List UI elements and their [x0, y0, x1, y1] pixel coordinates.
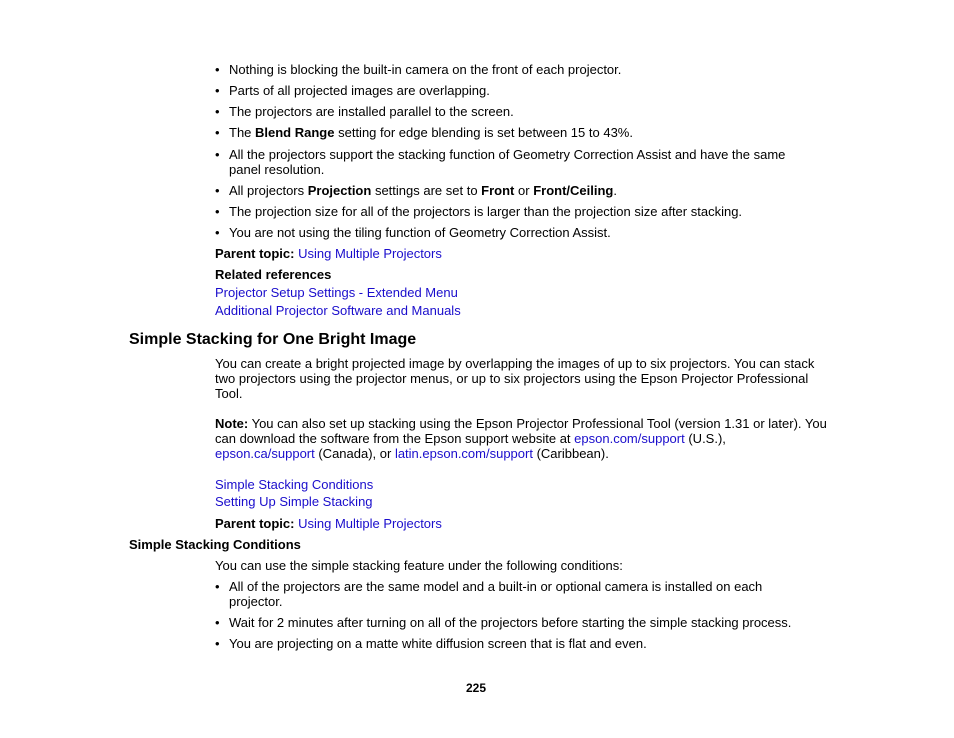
related-references-heading: Related references [215, 267, 332, 282]
link-simple-stacking-conditions[interactable]: Simple Stacking Conditions [215, 477, 374, 492]
parent-topic [215, 246, 442, 261]
bullet-icon: • [215, 579, 220, 594]
link-epson-us[interactable]: epson.com/support [574, 431, 685, 446]
list-item-text: The projection size for all of the projectors is larger than the projection size after stacking. [229, 204, 743, 219]
section-intro: You can create a bright projected image by overlapping the images of up to six projectors. You can stack two projectors using the projector menus, or up to six projectors using the Epson Projector Professional Tool. [215, 356, 815, 401]
setting-name: Blend Range [255, 125, 335, 140]
list-item [215, 615, 825, 636]
list-item [215, 225, 825, 246]
subsection-title: Simple Stacking Conditions [129, 537, 301, 552]
list-item [215, 204, 825, 225]
note-text: You can also set up stacking using the Epson Projector Professional Tool (version 1.31 or later). You can download the software from the Epson support website at [215, 416, 827, 446]
list-item [215, 636, 825, 657]
list-item-text: Wait for 2 minutes after turning on all of the projectors before starting the simple stacking process. [229, 615, 792, 630]
top-bullet-list [215, 62, 825, 246]
list-item [215, 83, 825, 104]
related-link-additional-software[interactable]: Additional Projector Software and Manuals [215, 303, 461, 318]
note-label: Note: [215, 416, 249, 431]
related-link-setup-settings[interactable]: Projector Setup Settings - Extended Menu [215, 285, 458, 300]
parent-topic-link[interactable]: Using Multiple Projectors [298, 246, 442, 261]
setting-value: Front [481, 183, 515, 198]
bullet-icon: • [215, 83, 220, 98]
bullet-icon: • [215, 125, 220, 140]
subsection-intro: You can use the simple stacking feature under the following conditions: [215, 558, 623, 573]
bullet-icon: • [215, 104, 220, 119]
bottom-bullet-list [215, 579, 825, 657]
section-title: Simple Stacking for One Bright Image [129, 331, 417, 348]
bullet-icon: • [215, 147, 220, 162]
list-item-text: You are projecting on a matte white diffusion screen that is flat and even. [229, 636, 647, 651]
link-epson-canada[interactable]: epson.ca/support [215, 446, 315, 461]
parent-topic [215, 516, 442, 531]
link-epson-latin[interactable]: latin.epson.com/support [394, 446, 533, 461]
text-run: The [229, 125, 256, 140]
list-item [215, 62, 825, 83]
list-item-text [229, 125, 825, 140]
parent-topic-link[interactable]: Using Multiple Projectors [298, 516, 442, 531]
text-run: All projectors [229, 183, 308, 198]
list-item-text [229, 183, 825, 198]
parent-topic-label: Parent topic: [215, 246, 295, 261]
setting-name: Projection [307, 183, 372, 198]
list-item-text: Nothing is blocking the built-in camera on the front of each projector. [229, 62, 622, 77]
bullet-icon: • [215, 183, 220, 198]
setting-value: Front/Ceiling [533, 183, 614, 198]
text-run: setting for edge blending is set between 15 to 43%. [334, 125, 633, 140]
list-item [215, 104, 825, 125]
list-item-text: All the projectors support the stacking function of Geometry Correction Assist and have the same panel resolution. [229, 147, 786, 177]
note-text: (Canada), or [314, 446, 395, 461]
bullet-icon: • [215, 204, 220, 219]
list-item-text: Parts of all projected images are overlapping. [229, 83, 490, 98]
list-item [215, 125, 825, 147]
list-item-text: All of the projectors are the same model and a built-in or optional camera is installed on each projector. [229, 579, 763, 609]
list-item [215, 579, 825, 615]
link-setting-up-simple-stacking[interactable]: Setting Up Simple Stacking [215, 494, 373, 509]
note-text: (U.S.), [684, 431, 726, 446]
list-item [215, 147, 825, 183]
bullet-icon: • [215, 62, 220, 77]
list-item-text: You are not using the tiling function of Geometry Correction Assist. [229, 225, 611, 240]
text-run: settings are set to [371, 183, 482, 198]
bullet-icon: • [215, 615, 220, 630]
parent-topic-label: Parent topic: [215, 516, 295, 531]
list-item-text: The projectors are installed parallel to the screen. [229, 104, 514, 119]
list-item [215, 183, 825, 204]
bullet-icon: • [215, 225, 220, 240]
note-text: (Caribbean). [532, 446, 609, 461]
bullet-icon: • [215, 636, 220, 651]
page-number: 225 [466, 681, 487, 695]
note-paragraph [215, 416, 827, 461]
text-run: . [613, 183, 617, 198]
text-run: or [514, 183, 534, 198]
